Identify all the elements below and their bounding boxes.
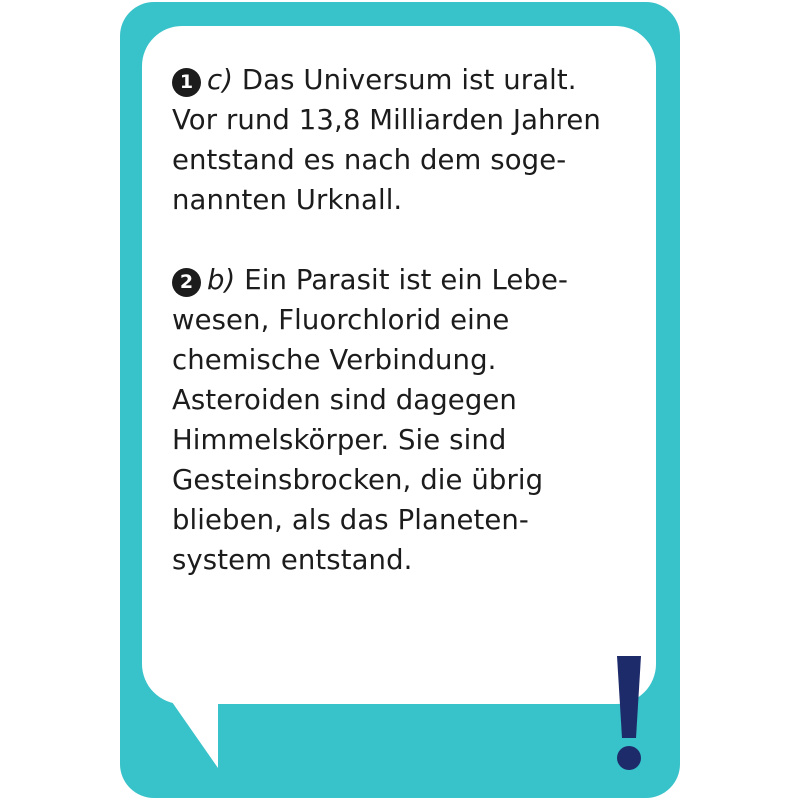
answer-1-line-0: Das Universum ist uralt. — [241, 64, 577, 96]
answer-2-line-6: blieben, als das Planeten- — [172, 504, 529, 536]
number-badge-1: 1 — [172, 68, 201, 97]
answer-1 — [172, 60, 642, 220]
answer-2-letter: b) — [207, 264, 236, 296]
answer-card — [120, 2, 680, 798]
answer-2-line-1: wesen, Fluorchlorid eine — [172, 304, 510, 336]
answer-text-block — [172, 60, 642, 580]
answer-1-line-1: Vor rund 13,8 Milliarden Jahren — [172, 104, 601, 136]
answer-2-line-3: Asteroiden sind dagegen — [172, 384, 517, 416]
number-badge-2: 2 — [172, 268, 201, 297]
answer-2-line-0: Ein Parasit ist ein Lebe- — [244, 264, 569, 296]
answer-1-line-3: nannten Urknall. — [172, 184, 403, 216]
answer-2-first-line — [172, 260, 642, 300]
answer-2-line-5: Gesteinsbrocken, die übrig — [172, 464, 544, 496]
answer-1-line-2: entstand es nach dem soge- — [172, 144, 567, 176]
answer-2 — [172, 260, 642, 580]
answer-2-line-7: system entstand. — [172, 544, 413, 576]
exclamation-icon — [612, 652, 646, 774]
answer-2-line-2: chemische Verbindung. — [172, 344, 497, 376]
answer-1-first-line — [172, 60, 642, 100]
answer-1-letter: c) — [207, 64, 234, 96]
answer-2-line-4: Himmelskörper. Sie sind — [172, 424, 507, 456]
